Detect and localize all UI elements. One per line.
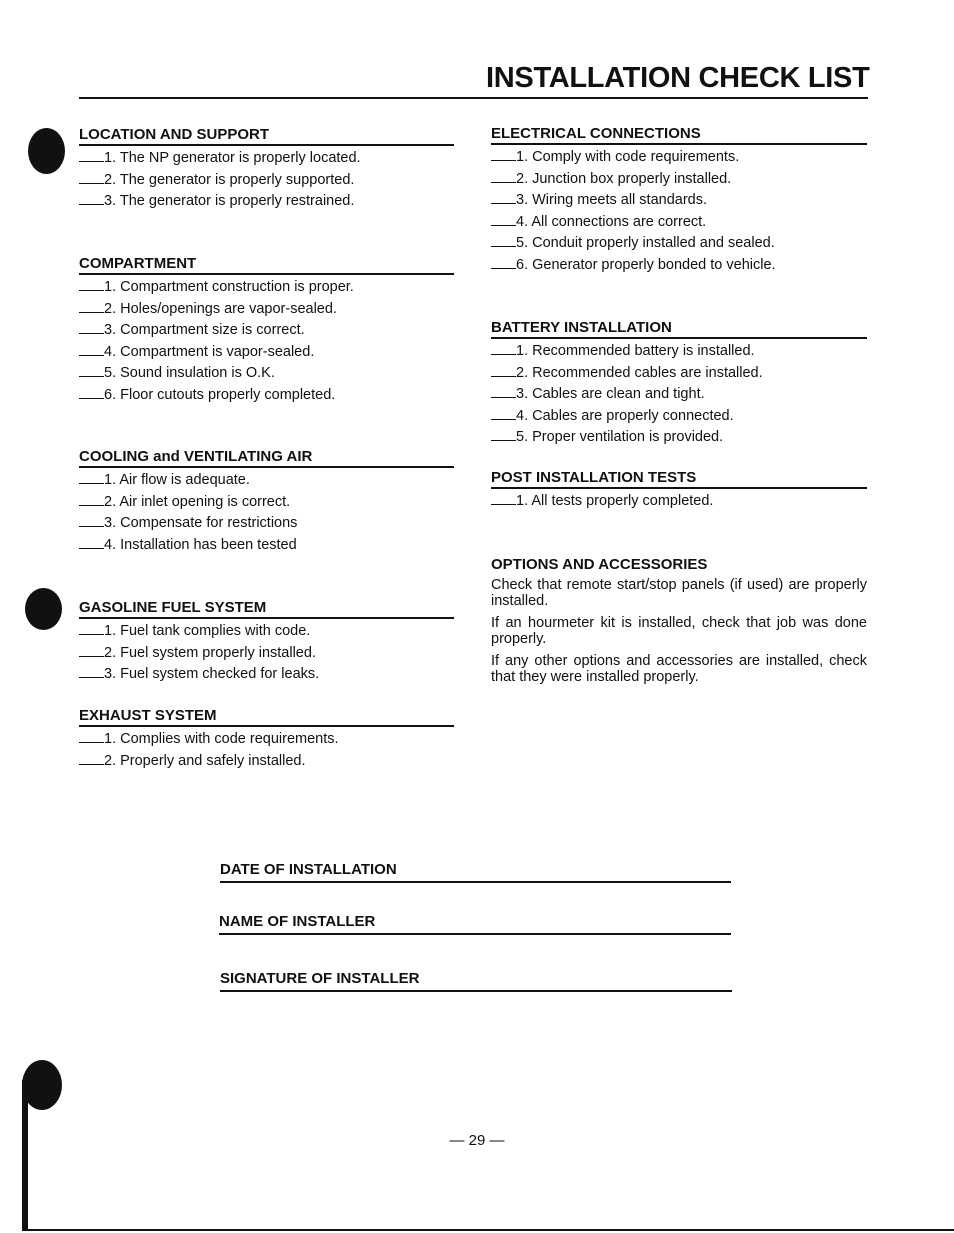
item-text: 2. Air inlet opening is correct. (104, 493, 291, 510)
paragraph: If an hourmeter kit is installed, check that job was done properly. (491, 615, 867, 647)
section-gasoline-fuel-system (79, 599, 454, 686)
checklist (79, 277, 454, 406)
section-post-installation-tests (491, 469, 867, 513)
item-text: 1. The NP generator is properly located. (104, 150, 361, 166)
item-text: 2. Fuel system properly installed. (104, 644, 316, 661)
section-compartment (79, 255, 454, 406)
item-text: 1. Fuel tank complies with code. (104, 623, 311, 639)
item-text: 6. Floor cutouts properly completed. (104, 386, 336, 403)
item-text: 5. Conduit properly installed and sealed. (516, 235, 775, 251)
checkbox-blank[interactable] (79, 364, 104, 377)
checklist-item (491, 427, 867, 449)
checkbox-blank[interactable] (79, 730, 104, 743)
checkbox-blank[interactable] (79, 514, 104, 527)
item-text: 2. Holes/openings are vapor-sealed. (104, 300, 337, 317)
checklist (491, 147, 867, 276)
checkbox-blank[interactable] (491, 407, 516, 420)
checklist-item (491, 363, 867, 385)
checklist-item (79, 729, 454, 751)
checkbox-blank[interactable] (491, 256, 516, 269)
checkbox-blank[interactable] (79, 622, 104, 635)
scan-bottom-edge (22, 1229, 954, 1231)
section-title: BATTERY INSTALLATION (491, 319, 867, 339)
checklist-item (79, 470, 454, 492)
item-text: 2. The generator is properly supported. (104, 171, 355, 188)
field-line (220, 881, 731, 883)
checklist-item (79, 643, 454, 665)
section-electrical-connections (491, 125, 867, 276)
item-text: 3. Wiring meets all standards. (516, 192, 707, 208)
checkbox-blank[interactable] (79, 536, 104, 549)
checklist (79, 470, 454, 556)
checklist-item (79, 277, 454, 299)
item-text: 3. Fuel system checked for leaks. (104, 666, 320, 682)
section-location-and-support (79, 126, 454, 213)
checkbox-blank[interactable] (79, 192, 104, 205)
section-exhaust-system (79, 707, 454, 772)
checklist-item (491, 384, 867, 406)
checkbox-blank[interactable] (79, 644, 104, 657)
section-title: POST INSTALLATION TESTS (491, 469, 867, 489)
checklist-item (79, 363, 454, 385)
checkbox-blank[interactable] (491, 492, 516, 505)
checklist-item (79, 492, 454, 514)
section-title: ELECTRICAL CONNECTIONS (491, 125, 867, 145)
item-text: 4. Installation has been tested (104, 536, 297, 553)
item-text: 1. Comply with code requirements. (516, 149, 740, 165)
checklist (79, 621, 454, 686)
binder-hole-mark (28, 128, 65, 174)
section-title: COMPARTMENT (79, 255, 454, 275)
title-divider (79, 97, 868, 99)
checklist-item (491, 147, 867, 169)
checklist-item (79, 299, 454, 321)
checkbox-blank[interactable] (79, 278, 104, 291)
checklist (491, 341, 867, 449)
checklist-item (79, 320, 454, 342)
section-title: LOCATION AND SUPPORT (79, 126, 454, 146)
checklist-item (79, 385, 454, 407)
checklist-item (491, 255, 867, 277)
checklist-item (79, 342, 454, 364)
item-text: 5. Sound insulation is O.K. (104, 365, 275, 381)
signature-of-installer-field[interactable] (220, 970, 732, 990)
checkbox-blank[interactable] (79, 149, 104, 162)
checkbox-blank[interactable] (79, 321, 104, 334)
item-text: 5. Proper ventilation is provided. (516, 429, 724, 445)
binder-hole-mark (25, 588, 62, 630)
checkbox-blank[interactable] (79, 493, 104, 506)
paragraph: Check that remote start/stop panels (if used) are properly installed. (491, 577, 867, 609)
checklist-item (79, 751, 454, 773)
checklist-item (79, 170, 454, 192)
item-text: 3. Compartment size is correct. (104, 322, 305, 338)
checkbox-blank[interactable] (491, 364, 516, 377)
section-title: EXHAUST SYSTEM (79, 707, 454, 727)
checklist (491, 491, 867, 513)
scan-edge-shadow (22, 1080, 28, 1230)
binder-hole-mark (22, 1060, 62, 1110)
item-text: 3. The generator is properly restrained. (104, 193, 355, 209)
section-battery-installation (491, 319, 867, 449)
checkbox-blank[interactable] (79, 665, 104, 678)
checkbox-blank[interactable] (79, 300, 104, 313)
item-text: 1. All tests properly completed. (516, 493, 714, 509)
checklist (79, 148, 454, 213)
checkbox-blank[interactable] (79, 386, 104, 399)
checkbox-blank[interactable] (491, 191, 516, 204)
page-title: INSTALLATION CHECK LIST (486, 62, 870, 94)
item-text: 6. Generator properly bonded to vehicle. (516, 256, 776, 273)
field-label: SIGNATURE OF INSTALLER (220, 970, 420, 987)
checklist-item (79, 191, 454, 213)
item-text: 3. Cables are clean and tight. (516, 386, 705, 402)
field-line (219, 933, 731, 935)
checkbox-blank[interactable] (491, 148, 516, 161)
checkbox-blank[interactable] (491, 170, 516, 183)
item-text: 1. Recommended battery is installed. (516, 343, 755, 359)
checkbox-blank[interactable] (79, 343, 104, 356)
section-title: COOLING and VENTILATING AIR (79, 448, 454, 468)
checkbox-blank[interactable] (491, 428, 516, 441)
checkbox-blank[interactable] (79, 471, 104, 484)
item-text: 2. Properly and safely installed. (104, 752, 306, 769)
checklist-item (491, 491, 867, 513)
checkbox-blank[interactable] (79, 752, 104, 765)
checkbox-blank[interactable] (79, 171, 104, 184)
section-options-and-accessories (491, 556, 867, 691)
section-title: GASOLINE FUEL SYSTEM (79, 599, 454, 619)
checklist-item (79, 513, 454, 535)
item-text: 3. Compensate for restrictions (104, 515, 298, 531)
item-text: 1. Complies with code requirements. (104, 731, 339, 747)
checklist-item (491, 406, 867, 428)
checklist-item (491, 212, 867, 234)
checklist-item (491, 341, 867, 363)
checklist-item (491, 233, 867, 255)
paragraph: If any other options and accessories are installed, check that they were installed properly. (491, 653, 867, 685)
section-cooling-and-ventilating-air (79, 448, 454, 556)
item-text: 2. Junction box properly installed. (516, 170, 732, 187)
field-label: NAME OF INSTALLER (219, 913, 376, 930)
item-text: 4. Compartment is vapor-sealed. (104, 343, 315, 360)
checklist-item (79, 148, 454, 170)
checklist (79, 729, 454, 772)
item-text: 1. Air flow is adequate. (104, 472, 250, 488)
field-label: DATE OF INSTALLATION (220, 861, 397, 878)
checklist-item (79, 664, 454, 686)
checklist-item (79, 621, 454, 643)
checklist-item (79, 535, 454, 557)
checkbox-blank[interactable] (491, 342, 516, 355)
checkbox-blank[interactable] (491, 234, 516, 247)
name-of-installer-field[interactable] (219, 913, 731, 933)
item-text: 4. Cables are properly connected. (516, 407, 734, 424)
checkbox-blank[interactable] (491, 213, 516, 226)
checklist-item (491, 169, 867, 191)
item-text: 2. Recommended cables are installed. (516, 364, 763, 381)
page-number: — 29 — (449, 1132, 505, 1149)
item-text: 4. All connections are correct. (516, 213, 707, 230)
checkbox-blank[interactable] (491, 385, 516, 398)
checklist-item (491, 190, 867, 212)
field-line (220, 990, 732, 992)
date-of-installation-field[interactable] (220, 861, 731, 881)
section-title: OPTIONS AND ACCESSORIES (491, 556, 708, 573)
item-text: 1. Compartment construction is proper. (104, 279, 354, 295)
